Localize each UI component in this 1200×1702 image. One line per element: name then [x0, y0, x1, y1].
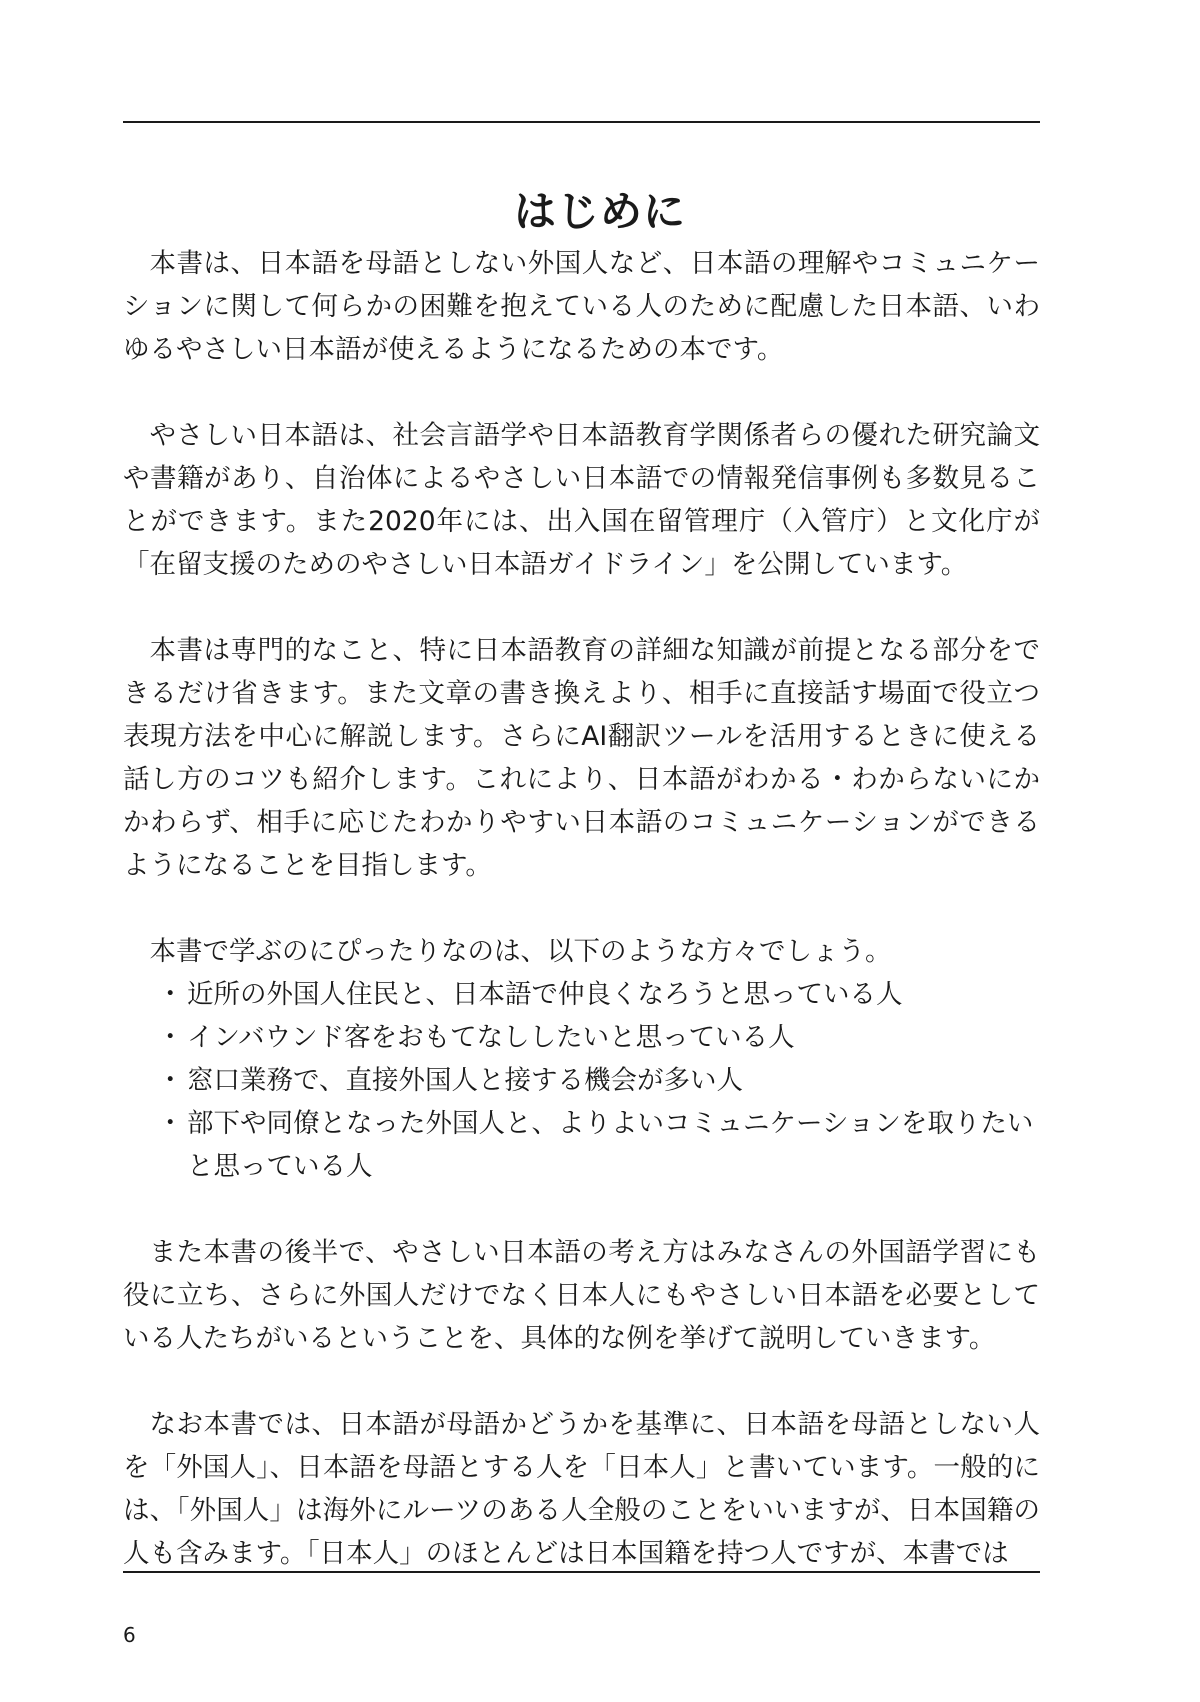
list-item: [123, 1059, 1040, 1102]
bullet-marker: ・: [157, 1108, 184, 1139]
paragraph-scope: 本書は専門的なこと、特に日本語教育の詳細な知識が前提となる部分をできるだけ省きます。また文章の書き換えより、相手に直接話す場面で役立つ表現方法を中心に解説します。さらにAI翻訳ツールを活用するときに使える話し方のコツも紹介します。これにより、日本語がわかる・わからないにかかわらず、相手に応じたわかりやすい日本語のコミュニケーションができるようになることを目指します。: [123, 635, 1040, 881]
list-item-text: インバウンド客をおもてなししたいと思っている人: [187, 1022, 795, 1053]
audience-list: [123, 973, 1040, 1188]
page-title: はじめに: [513, 187, 686, 237]
paragraph-spacer: [123, 1360, 1040, 1403]
bullet-marker: ・: [157, 1065, 184, 1096]
list-item-text: 窓口業務で、直接外国人と接する機会が多い人: [187, 1065, 743, 1096]
top-rule: [123, 121, 1040, 123]
paragraph-spacer: [123, 1188, 1040, 1231]
list-item: [123, 1016, 1040, 1059]
paragraph-terminology: なお本書では、日本語が母語かどうかを基準に、日本語を母語としない人を「外国人」、日本語を母語とする人を「日本人」と書いています。一般的には、「外国人」は海外にルーツのある人全般のことをいいますが、日本国籍の人も含みます。「日本人」のほとんどは日本国籍を持つ人ですが、本書では: [123, 1409, 1040, 1569]
list-item-text: 部下や同僚となった外国人と、よりよいコミュニケーションを取りたいと思っている人: [187, 1108, 1034, 1182]
bullet-marker: ・: [157, 979, 184, 1010]
page-number: 6: [123, 1623, 136, 1647]
list-item: [123, 1102, 1040, 1188]
paragraph-spacer: [123, 371, 1040, 414]
paragraph-spacer: [123, 586, 1040, 629]
paragraph-spacer: [123, 887, 1040, 930]
list-item-text: 近所の外国人住民と、日本語で仲良くなろうと思っている人: [187, 979, 903, 1010]
list-item: [123, 973, 1040, 1016]
paragraph-background: やさしい日本語は、社会言語学や日本語教育学関係者らの優れた研究論文や書籍があり、自治体によるやさしい日本語での情報発信事例も多数見ることができます。また2020年には、出入国在留管理庁（入管庁）と文化庁が「在留支援のためのやさしい日本語ガイドライン」を公開しています。: [123, 420, 1040, 580]
bullet-marker: ・: [157, 1022, 184, 1053]
bottom-rule: [123, 1571, 1040, 1573]
paragraph-intro: 本書は、日本語を母語としない外国人など、日本語の理解やコミュニケーションに関して何らかの困難を抱えている人のために配慮した日本語、いわゆるやさしい日本語が使えるようになるための本です。: [123, 248, 1040, 365]
audience-list-intro: 本書で学ぶのにぴったりなのは、以下のような方々でしょう。: [149, 936, 892, 967]
paragraph-latter-half: また本書の後半で、やさしい日本語の考え方はみなさんの外国語学習にも役に立ち、さらに外国人だけでなく日本人にもやさしい日本語を必要としている人たちがいるということを、具体的な例を挙げて説明していきます。: [123, 1237, 1040, 1354]
body-text: [123, 242, 1040, 1575]
